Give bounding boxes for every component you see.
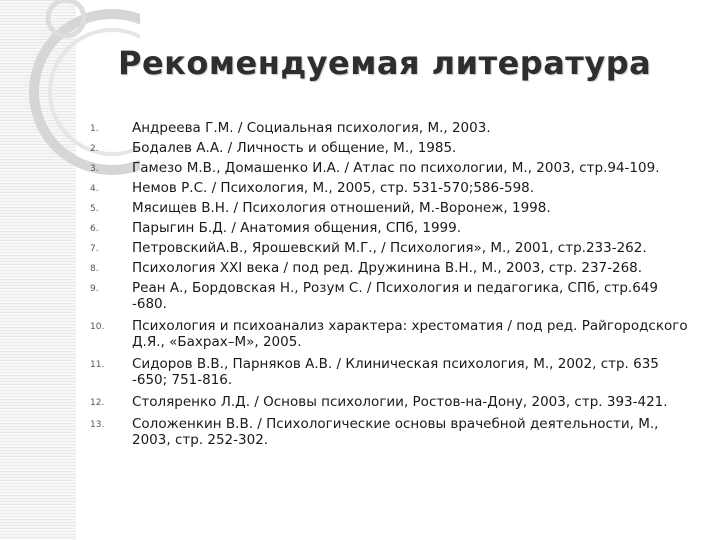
reference-item bbox=[90, 198, 690, 218]
item-number: 7. bbox=[90, 244, 99, 254]
reference-item bbox=[90, 354, 690, 388]
reference-item bbox=[90, 178, 690, 198]
item-number: 6. bbox=[90, 224, 99, 234]
reference-item bbox=[90, 316, 690, 350]
reference-text: Бодалев А.А. / Личность и общение, М., 1985. bbox=[132, 140, 457, 156]
reference-item bbox=[90, 238, 690, 258]
reference-text: Психология XXI века / под ред. Дружинина В.Н., М., 2003, стр. 237-268. bbox=[132, 260, 643, 276]
reference-text: Психология и психоанализ характера: хрестоматия / под ред. Райгородского Д.Я., «Бахрах–М», 2005. bbox=[132, 318, 688, 350]
reference-text: Реан А., Бордовская Н., Розум С. / Психология и педагогика, СПб, стр.649 -680. bbox=[132, 280, 658, 312]
item-number: 13. bbox=[90, 420, 105, 430]
item-number: 1. bbox=[90, 124, 99, 134]
item-number: 11. bbox=[90, 360, 105, 370]
item-number: 9. bbox=[90, 284, 99, 294]
reference-item bbox=[90, 392, 690, 410]
item-number: 12. bbox=[90, 398, 105, 408]
item-number: 4. bbox=[90, 184, 99, 194]
item-number: 10. bbox=[90, 322, 105, 332]
reference-text: Андреева Г.М. / Социальная психология, М., 2003. bbox=[132, 120, 491, 136]
item-number: 5. bbox=[90, 204, 99, 214]
reference-item bbox=[90, 414, 690, 448]
reference-item bbox=[90, 278, 690, 312]
reference-text: ПетровскийА.В., Ярошевский М.Г., / Психология», М., 2001, стр.233-262. bbox=[132, 240, 647, 256]
reference-item bbox=[90, 138, 690, 158]
reference-text: Мясищев В.Н. / Психология отношений, М.-Воронеж, 1998. bbox=[132, 200, 551, 216]
reference-item bbox=[90, 118, 690, 138]
reference-text: Гамезо М.В., Домашенко И.А. / Атлас по психологии, М., 2003, стр.94-109. bbox=[132, 160, 660, 176]
reference-item bbox=[90, 218, 690, 238]
item-number: 2. bbox=[90, 144, 99, 154]
page-title: Рекомендуемая литература bbox=[118, 44, 652, 82]
reference-text: Столяренко Л.Д. / Основы психологии, Ростов-на-Дону, 2003, стр. 393-421. bbox=[132, 394, 668, 410]
reference-text: Немов Р.С. / Психология, М., 2005, стр. 531-570;586-598. bbox=[132, 180, 535, 196]
reference-item bbox=[90, 258, 690, 278]
item-number: 8. bbox=[90, 264, 99, 274]
reference-text: Сидоров В.В., Парняков А.В. / Клиническая психология, М., 2002, стр. 635 -650; 751-816. bbox=[132, 356, 659, 388]
reference-list bbox=[90, 118, 690, 452]
reference-text: Парыгин Б.Д. / Анатомия общения, СПб, 1999. bbox=[132, 220, 462, 236]
item-number: 3. bbox=[90, 164, 99, 174]
reference-text: Соложенкин В.В. / Психологические основы врачебной деятельности, М., 2003, стр. 252-302. bbox=[132, 416, 659, 448]
reference-item bbox=[90, 158, 690, 178]
